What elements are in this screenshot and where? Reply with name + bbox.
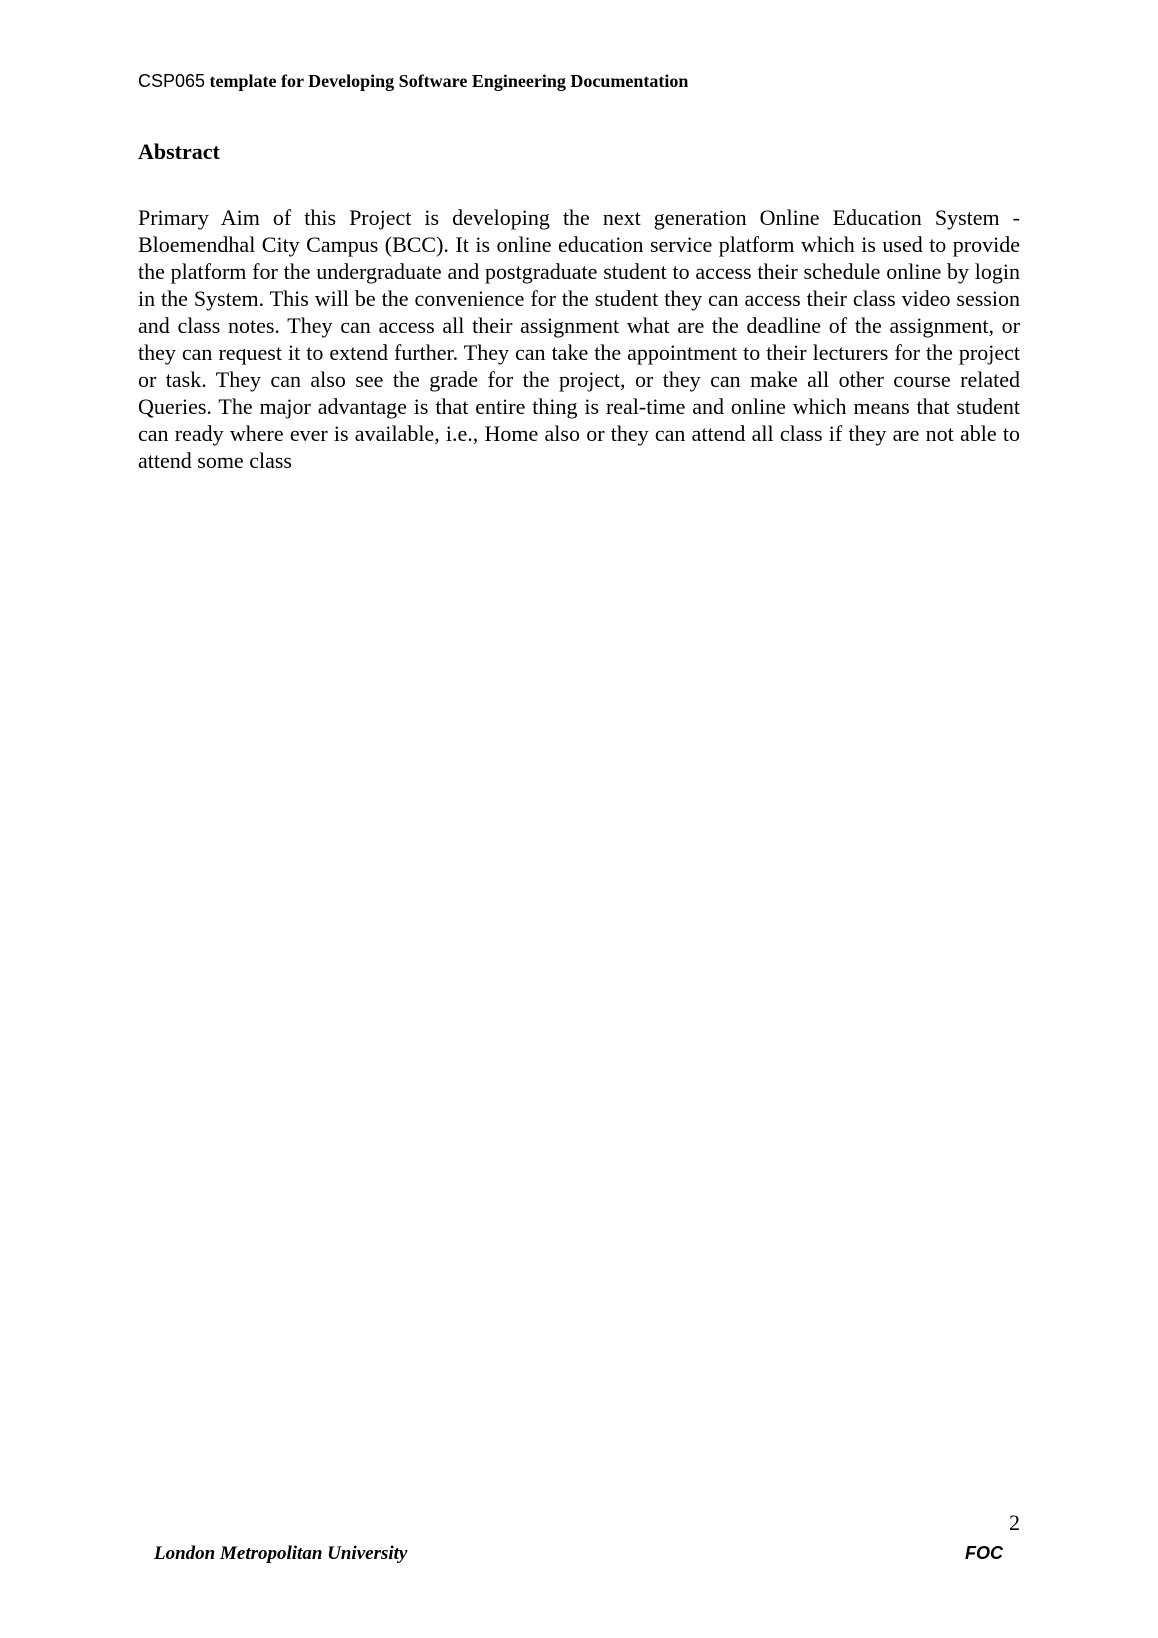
page-header	[138, 70, 688, 92]
page-number: 2	[1009, 1510, 1020, 1535]
abstract-paragraph: Primary Aim of this Project is developing the next generation Online Education System - Bloemendhal City Campus (BCC). It is online education service platform which is used to provide the platform for the undergraduate and postgraduate student to access their schedule online by login in the System. This will be the convenience for the student they can access their class video session and class notes. They can access all their assignment what are the deadline of the assignment, or they can request it to extend further. They can take the appointment to their lecturers for the project or task. They can also see the grade for the project, or they can make all other course related Queries. The major advantage is that entire thing is real-time and online which means that student can ready where ever is available, i.e., Home also or they can attend all class if they are not able to attend some class	[138, 205, 1020, 473]
section-heading: Abstract	[138, 139, 220, 164]
footer-faculty: FOC	[965, 1543, 1003, 1563]
header-title: template for Developing Software Engineering Documentation	[209, 71, 689, 91]
footer-institution: London Metropolitan University	[154, 1543, 408, 1564]
header-course-code: CSP065	[138, 71, 206, 91]
